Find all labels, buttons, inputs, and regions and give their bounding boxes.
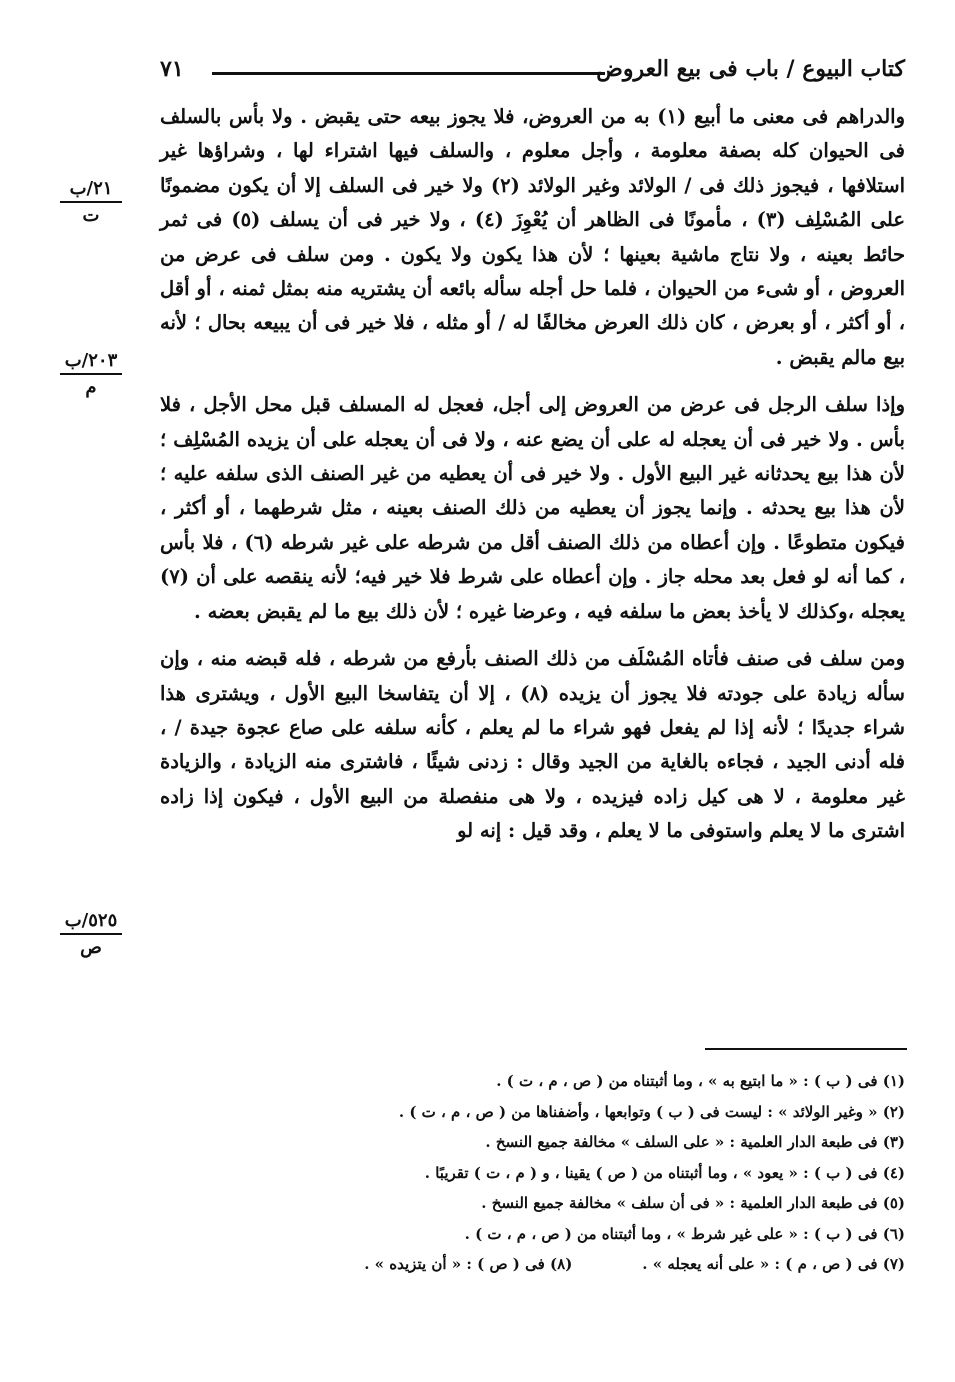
footnote-pair xyxy=(240,1249,905,1280)
margin-note-folio: ٢٠٣/ب xyxy=(60,350,122,375)
page-header xyxy=(160,52,905,92)
margin-note xyxy=(60,178,122,226)
margin-note-folio: ٢١/ب xyxy=(60,178,122,203)
footnote: (٢) « وغير الولائد » : ليست فى ( ب ) وتوابعها ، وأضفناها من ( ص ، م ، ت ) . xyxy=(398,1102,905,1121)
footnote: (٣) فى طبعة الدار العلمية : « على السلف » مخالفة جميع النسخ . xyxy=(485,1133,905,1151)
footnote: (٥) فى طبعة الدار العلمية : « فى أن سلف » مخالفة جميع النسخ . xyxy=(481,1194,905,1212)
margin-note-manuscript: ص xyxy=(80,937,102,958)
footnote: (٨) فى ( ص ) : « أن يتزيده » . xyxy=(364,1255,573,1273)
main-text xyxy=(160,100,905,849)
margin-note xyxy=(60,910,122,958)
margin-note-manuscript: م xyxy=(85,377,97,398)
running-title: كتاب البيوع / باب فى بيع العروض xyxy=(596,56,905,82)
paragraph: ومن سلف فى صنف فأتاه المُسْلَف من ذلك الصنف بأرفع من شرطه ، فله قبضه منه ، وإن سأله زيادة على جودته فلا يجوز أن يزيده (٨) ، إلا أن يتفاسخا البيع الأول ، ويشترى هذا شراء جديدًا ؛ لأنه إذا لم يفعل فهو شراء ما لم يعلم ، كأنه سلفه على صاع عجوة جيدة / ، فله أدنى الجيد ، فجاءه بالغاية من الجيد وقال : زدنى شيئًا ، فاشترى منه الزيادة ، والزيادة غير معلومة ، لا هى كيل زاده فيزيده ، ولا هى منفصلة من البيع الأول ، فيكون إذا زاده اشترى ما لا يعلم واستوفى ما لا يعلم ، وقد قيل : إنه لو xyxy=(160,647,906,843)
page-number: ٧١ xyxy=(160,56,184,82)
header-rule xyxy=(212,72,605,75)
margin-note-manuscript: ت xyxy=(82,205,100,226)
footnote-rule xyxy=(705,1048,907,1050)
footnotes xyxy=(240,1066,905,1280)
margin-note xyxy=(60,350,122,398)
footnote: (٤) فى ( ب ) : « يعود » ، وما أثبتناه من ( ص ) يقينا ، و ( م ، ت ) تقريبًا . xyxy=(424,1163,905,1182)
footnote: (١) فى ( ب ) : « ما ابتيع به » ، وما أثبتناه من ( ص ، م ، ت ) . xyxy=(496,1072,905,1090)
footnote: (٧) فى ( ص ، م ) : « على أنه يعجله » . xyxy=(642,1255,905,1273)
footnote: (٦) فى ( ب ) : « على غير شرط » ، وما أثبتناه من ( ص ، م ، ت ) . xyxy=(464,1224,905,1243)
paragraph: والدراهم فى معنى ما أبيع (١) به من العروض، فلا يجوز بيعه حتى يقبض . ولا بأس بالسلف فى الحيوان كله بصفة معلومة ، وأجل معلوم ، والسلف فيها اشتراء لها ، وشراؤها غير استلافها ، فيجوز ذلك فى / الولائد وغير الولائد (٢) ولا خير فى السلف إلا أن يكون مضمونًا على المُسْلِف (٣) ، مأمونًا فى الظاهر أن يُعْوِزَ (٤) ، ولا خير فى أن يسلف (٥) فى ثمر حائط بعينه ، ولا نتاج ماشية بعينها ؛ لأن هذا يكون ولا يكون . ومن سلف فى عرض من العروض ، أو شىء من الحيوان ، فلما حل أجله سأله بائعه أن يشتريه منه بمثل ثمنه ، أو أقل ، أو أكثر ، أو بعرض ، كان ذلك العرض مخالفًا له / أو مثله ، فلا خير فى أن يبيعه بحال ؛ لأنه بيع مالم يقبض . xyxy=(160,105,905,369)
paragraph: وإذا سلف الرجل فى عرض من العروض إلى أجل، فعجل له المسلف قبل محل الأجل ، فلا بأس . ولا خير فى أن يعجله له على أن يضع عنه ، ولا فى أن يعجله على أن يزيده المُسْلِف ؛ لأن هذا بيع يحدثانه غير البيع الأول . ولا خير فى أن يعطيه من غير الصنف الذى سلفه عليه ؛ لأن هذا بيع يحدثه . وإنما يجوز أن يعطيه من ذلك الصنف بعينه ، مثل شرطهما ، أو أكثر ، فيكون متطوعًا . وإن أعطاه من ذلك الصنف أقل من شرطه على غير شرطه (٦) ، فلا بأس ، كما أنه لو فعل بعد محله جاز . وإن أعطاه على شرط فلا خير فيه؛ لأنه ينقصه على أن (٧) يعجله ،وكذلك لا يأخذ بعض ما سلفه فيه ، وعرضا غيره ؛ لأن ذلك بيع ما لم يقبض بعضه . xyxy=(160,393,905,623)
margin-note-folio: ٥٢٥/ب xyxy=(60,910,122,935)
